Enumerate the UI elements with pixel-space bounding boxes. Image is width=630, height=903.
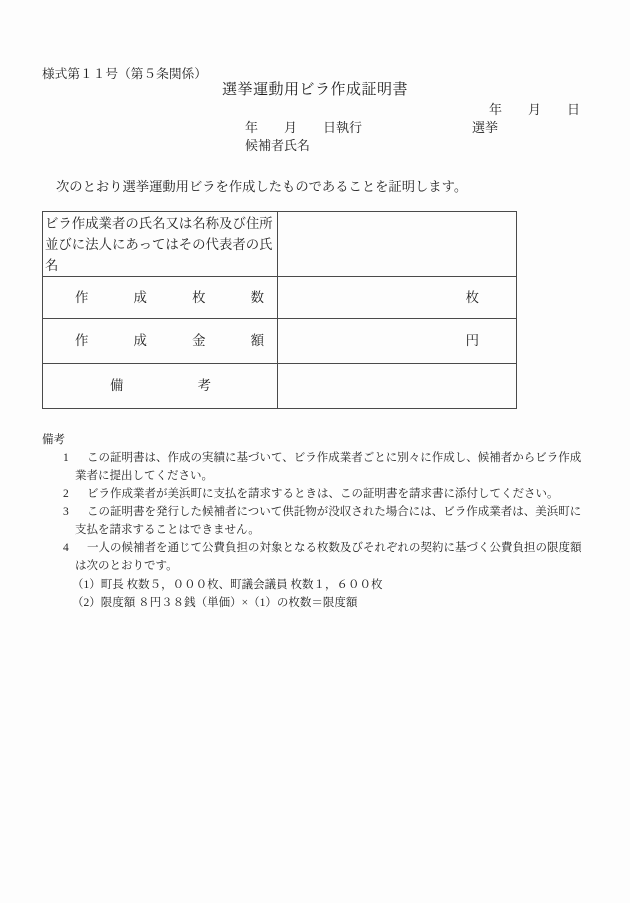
note-item-3: [42, 503, 594, 539]
table-value-copies-made: 枚: [278, 277, 516, 319]
note-text: この証明書を発行した候補者について供託物が没収された場合には、ビラ作成業者は、美浜町に: [87, 506, 582, 518]
note-text: 一人の候補者を通じて公費負担の対象となる枚数及びそれぞれの契約に基づく公費負担の限度額: [87, 542, 582, 554]
note-item-2: [42, 485, 594, 503]
note-text: ビラ作成業者が美浜町に支払を請求するときは、この証明書を請求書に添付してください。: [87, 488, 559, 500]
note-line: [63, 485, 594, 503]
note-sub-item-1: （1）町長 枚数５，０００枚、町議会議員 枚数１，６００枚: [72, 579, 383, 591]
table-value-flyer-maker-info: [278, 212, 516, 277]
candidate-name-label: 候補者氏名: [245, 138, 311, 153]
table-label-remarks: 備 考: [43, 364, 278, 408]
note-number: 1: [63, 452, 69, 464]
note-number: 3: [63, 506, 69, 518]
intro-sentence: 次のとおり選挙運動用ビラを作成したものであることを証明します。: [56, 179, 468, 194]
note-sub-item-2: （2）限度額 ８円３８銭（単価）×（1）の枚数＝限度額: [72, 597, 358, 609]
election-name-suffix: 選挙: [472, 120, 499, 135]
note-line: 支払を請求することはできません。: [75, 524, 260, 536]
note-line: 業者に提出してください。: [75, 470, 213, 482]
notes-heading: 備考: [42, 434, 65, 446]
note-line: [63, 503, 594, 521]
election-date-line: 年 月 日執行: [245, 120, 363, 135]
note-sub-items: [42, 576, 594, 612]
form-number: 様式第１１号（第５条関係）: [42, 67, 207, 81]
table-value-amount-made: 円: [278, 319, 516, 364]
table-value-remarks: [278, 364, 516, 408]
note-line: [63, 539, 594, 557]
note-number: 2: [63, 488, 69, 500]
note-line: は次のとおりです。: [75, 560, 178, 572]
note-number: 4: [63, 542, 69, 554]
issue-date-line: 年 月 日: [488, 102, 580, 117]
table-label-copies-made: 作 成 枚 数: [43, 277, 278, 319]
certificate-table: [42, 211, 517, 409]
note-item-1: [42, 449, 594, 485]
table-label-amount-made: 作 成 金 額: [43, 319, 278, 364]
document-title: 選挙運動用ビラ作成証明書: [221, 82, 408, 98]
table-label-flyer-maker-info: ビラ作成業者の氏名又は名称及び住所並びに法人にあってはその代表者の氏名: [43, 212, 278, 277]
note-text: この証明書は、作成の実績に基づいて、ビラ作成業者ごとに別々に作成し、候補者からビラ作成: [87, 452, 582, 464]
note-item-4: [42, 539, 594, 575]
note-line: [63, 449, 594, 467]
notes-section: [42, 431, 594, 612]
